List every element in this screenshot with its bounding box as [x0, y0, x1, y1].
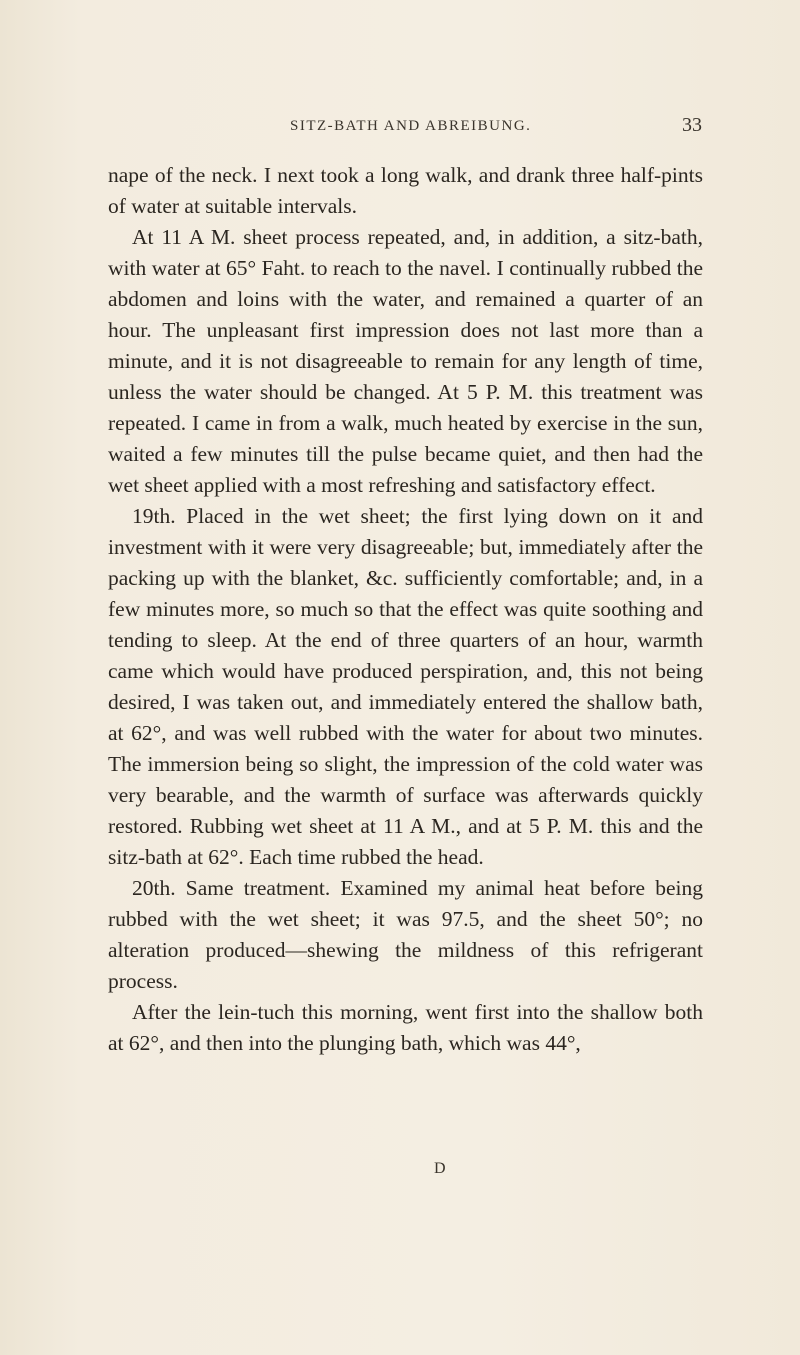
- page-number: 33: [682, 114, 702, 136]
- paragraph-lein-tuch: After the lein-tuch this morning, went first into the shallow both at 62°, and then into the plunging bath, which was 44°,: [108, 1000, 703, 1055]
- paragraph-19th: 19th. Placed in the wet sheet; the first lying down on it and investment with it were very disagreeable; but, immediately after the packing up with the blanket, &c. sufficiently comfortable; and, in a few minutes more, so much so that the effect was quite soothing and tending to sleep. At the end of three quarters of an hour, warmth came which would have produced perspiration, and, this not being desired, I was taken out, and immediately entered the shallow bath, at 62°, and was well rubbed with the water for about two minutes. The immersion being so slight, the impression of the cold water was very bearable, and the warmth of surface was afterwards quickly restored. Rubbing wet sheet at 11 A M., and at 5 P. M. this and the sitz-bath at 62°. Each time rubbed the head.: [108, 504, 703, 869]
- running-head: SITZ-BATH AND ABREIBUNG.: [290, 118, 532, 134]
- paragraph-continuation: nape of the neck. I next took a long walk, and drank three half-pints of water at suitable intervals.: [108, 163, 703, 218]
- paragraph-11am: At 11 A M. sheet process repeated, and, in addition, a sitz-bath, with water at 65° Faht. to reach to the navel. I continually rubbed the abdomen and loins with the water, and remained a quarter of an hour. The unpleasant first impression does not last more than a minute, and it is not disagreeable to remain for any length of time, unless the water should be changed. At 5 P. M. this treatment was repeated. I came in from a walk, much heated by exercise in the sun, waited a few minutes till the pulse became quiet, and then had the wet sheet applied with a most refreshing and satisfactory effect.: [108, 225, 703, 497]
- page-header: [0, 114, 800, 142]
- signature-mark: D: [434, 1160, 446, 1177]
- body-text: [108, 160, 703, 1059]
- paragraph-20th: 20th. Same treatment. Examined my animal heat before being rubbed with the wet sheet; it was 97.5, and the sheet 50°; no alteration produced—shewing the mildness of this refrigerant process.: [108, 876, 703, 993]
